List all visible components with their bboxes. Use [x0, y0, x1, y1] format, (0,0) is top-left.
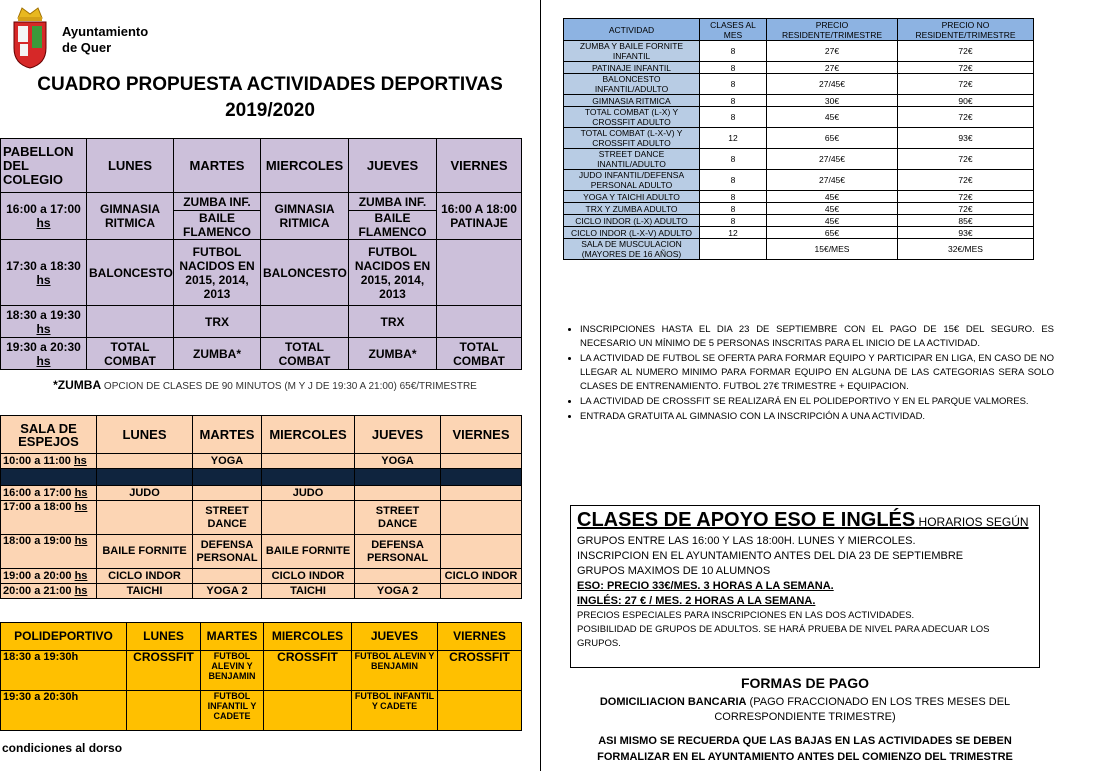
cell: 32€/MES	[898, 239, 1034, 260]
cell: 45€	[767, 215, 898, 227]
list-item: • LA ACTIVIDAD DE CROSSFIT SE REALIZARÁ EN EL POLIDEPORTIVO Y EN EL PARQUE VALMORES.	[580, 395, 1054, 409]
header-cell: VIERNES	[437, 139, 522, 193]
payment-method: DOMICILIACION BANCARIA (PAGO FRACCIONADO EN LOS TRES MESES DEL CORRESPONDIENTE TRIMESTRE)	[599, 696, 1011, 723]
table-row	[564, 170, 1034, 191]
cell: TOTAL COMBAT	[87, 338, 174, 370]
cancellation-notice: ASI MISMO SE RECUERDA QUE LAS BAJAS EN LAS ACTIVIDADES SE DEBEN FORMALIZAR EN EL AYUNTAMIENTO ANTES DEL COMIENZO DEL TRIMESTRE	[597, 735, 1013, 763]
cell	[700, 239, 767, 260]
cell: 8	[700, 149, 767, 170]
header-cell: LUNES	[87, 139, 174, 193]
cell: DEFENSA PERSONAL	[355, 535, 441, 569]
cell: 8	[700, 95, 767, 107]
cell	[262, 454, 355, 469]
header-cell: JUEVES	[349, 139, 437, 193]
cell: 8	[700, 170, 767, 191]
table-header-row	[564, 19, 1034, 41]
header-cell: PRECIO NO RESIDENTE/TRIMESTRE	[898, 19, 1034, 41]
table-row	[564, 239, 1034, 260]
table-row	[564, 41, 1034, 62]
list-item: • LA ACTIVIDAD DE FUTBOL SE OFERTA PARA FORMAR EQUIPO Y PARTICIPAR EN LIGA, EN CASO DE NO LLEGAR AL NUMERO MINIMO PARA FORMAR EQUIPO EN ALGUNA DE LAS CATEGORIAS SERA SOLO CLASES DE ENTRENAMIENTO. FUTBOL 27€ TRIMESTRE + EQUIPACION.	[580, 352, 1054, 394]
header-cell: PRECIO RESIDENTE/TRIMESTRE	[767, 19, 898, 41]
table-header-row	[1, 623, 522, 651]
support-line: INSCRIPCION EN EL AYUNTAMIENTO ANTES DEL DIA 23 DE SEPTIEMBRE	[577, 550, 964, 562]
header-cell: LUNES	[97, 416, 193, 454]
table-row	[1, 486, 522, 501]
cell: ZUMBA Y BAILE FORNITE INFANTIL	[564, 41, 700, 62]
cell: CROSSFIT	[438, 651, 522, 691]
cell	[441, 501, 522, 535]
cell: 72€	[898, 203, 1034, 215]
cell	[437, 306, 522, 338]
cell: SALA DE MUSCULACION (MAYORES DE 16 AÑOS)	[564, 239, 700, 260]
cell: FUTBOL ALEVIN Y BENJAMIN	[201, 651, 264, 691]
cell: JUDO INFANTIL/DEFENSA PERSONAL ADULTO	[564, 170, 700, 191]
cell: 27€	[767, 41, 898, 62]
header-cell: LUNES	[127, 623, 201, 651]
cell: TRX	[174, 306, 261, 338]
support-classes-title: CLASES DE APOYO ESO E INGLÉS HORARIOS SEGÚN	[577, 509, 1029, 531]
header-cell: SALA DE ESPEJOS	[1, 416, 97, 454]
cell	[127, 691, 201, 731]
column-divider	[540, 0, 541, 771]
header-cell: MIERCOLES	[261, 139, 349, 193]
cell: CICLO INDOR	[262, 569, 355, 584]
cell	[441, 535, 522, 569]
eso-price: ESO: PRECIO 33€/MES. 3 HORAS A LA SEMANA.	[577, 580, 834, 592]
table-row	[564, 128, 1034, 149]
cell: 8	[700, 107, 767, 128]
pabellon-schedule-table	[0, 138, 522, 370]
cell: BALONCESTO	[87, 240, 174, 306]
cell	[441, 486, 522, 501]
cell: 72€	[898, 170, 1034, 191]
cell	[437, 240, 522, 306]
pricing-table	[563, 18, 1034, 260]
cell	[264, 691, 352, 731]
table-row	[564, 95, 1034, 107]
cell: YOGA 2	[193, 584, 262, 599]
cell: 65€	[767, 128, 898, 149]
organization-name	[62, 24, 148, 56]
table-row	[564, 227, 1034, 239]
cell: CICLO INDOR (L-X-V) ADULTO	[564, 227, 700, 239]
cell: BALONCESTO	[261, 240, 349, 306]
table-row	[1, 691, 522, 731]
cell: 27€	[767, 62, 898, 74]
separator-row	[1, 469, 522, 486]
cell: TOTAL COMBAT	[261, 338, 349, 370]
cell: GIMNASIA RITMICA	[87, 193, 174, 240]
cell: 72€	[898, 149, 1034, 170]
cell: CICLO INDOR	[441, 569, 522, 584]
cell	[193, 569, 262, 584]
cell: GIMNASIA RITMICA	[261, 193, 349, 240]
table-row	[564, 62, 1034, 74]
support-line: PRECIOS ESPECIALES PARA INSCRIPCIONES EN LAS DOS ACTIVIDADES.	[577, 610, 915, 621]
title-line2: 2019/2020	[225, 100, 315, 121]
time-cell: 16:00 a 17:00 hs	[1, 486, 97, 501]
cell: 93€	[898, 227, 1034, 239]
cell: STREET DANCE INANTIL/ADULTO	[564, 149, 700, 170]
table-row	[1, 240, 522, 306]
cell: FUTBOL NACIDOS EN 2015, 2014, 2013	[174, 240, 261, 306]
cell: TAICHI	[262, 584, 355, 599]
cell: STREET DANCE	[193, 501, 262, 535]
header-cell: MIERCOLES	[264, 623, 352, 651]
cell	[97, 454, 193, 469]
cell: STREET DANCE	[355, 501, 441, 535]
table-row	[564, 191, 1034, 203]
cell: 27/45€	[767, 149, 898, 170]
time-cell: 18:30 a 19:30h	[1, 651, 127, 691]
table-row	[1, 193, 522, 211]
time-cell: 10:00 a 11:00 hs	[1, 454, 97, 469]
cell: 27/45€	[767, 170, 898, 191]
cell: 90€	[898, 95, 1034, 107]
cell: YOGA	[355, 454, 441, 469]
conditions-list	[566, 323, 1054, 425]
cell: 8	[700, 191, 767, 203]
table-header-row	[1, 416, 522, 454]
time-cell: 18:00 a 19:00 hs	[1, 535, 97, 569]
cell	[193, 486, 262, 501]
time-cell: 19:30 a 20:30 hs	[1, 338, 87, 370]
cell: 72€	[898, 62, 1034, 74]
cell	[262, 501, 355, 535]
header-cell: CLASES AL MES	[700, 19, 767, 41]
cell: 12	[700, 128, 767, 149]
cell: YOGA Y TAICHI ADULTO	[564, 191, 700, 203]
cell: TOTAL COMBAT (L-X-V) Y CROSSFIT ADULTO	[564, 128, 700, 149]
org-name-line2: de Quer	[62, 40, 112, 55]
cell: 72€	[898, 107, 1034, 128]
header-cell: MARTES	[174, 139, 261, 193]
cell: 27/45€	[767, 74, 898, 95]
cell: DEFENSA PERSONAL	[193, 535, 262, 569]
cell	[441, 454, 522, 469]
document-title	[0, 72, 540, 124]
cell: PATINAJE INFANTIL	[564, 62, 700, 74]
table-row	[1, 338, 522, 370]
table-row	[1, 535, 522, 569]
cell: 72€	[898, 74, 1034, 95]
time-cell: 17:00 a 18:00 hs	[1, 501, 97, 535]
time-cell: 16:00 a 17:00 hs	[1, 193, 87, 240]
header-cell: POLIDEPORTIVO	[1, 623, 127, 651]
time-cell: 17:30 a 18:30 hs	[1, 240, 87, 306]
cell: BAILE FLAMENCO	[174, 211, 261, 240]
header-cell: JUEVES	[352, 623, 438, 651]
cell: ZUMBA INF.	[349, 193, 437, 211]
header-cell: MARTES	[193, 416, 262, 454]
table-row	[564, 215, 1034, 227]
list-item: • INSCRIPCIONES HASTA EL DIA 23 DE SEPTIEMBRE CON EL PAGO DE 15€ DEL SEGURO. ES NECESARIO UN MÍNIMO DE 5 PERSONAS INSCRITAS PARA EL INICIO DE LA ACTIVIDAD.	[580, 323, 1054, 351]
cell: 8	[700, 74, 767, 95]
cell: TRX Y ZUMBA ADULTO	[564, 203, 700, 215]
list-item: • ENTRADA GRATUITA AL GIMNASIO CON LA INSCRIPCIÓN A UNA ACTIVIDAD.	[580, 410, 1054, 424]
table-row	[564, 149, 1034, 170]
cell: 45€	[767, 203, 898, 215]
table-row	[1, 501, 522, 535]
polideportivo-schedule-table	[0, 622, 522, 731]
support-line: GRUPOS ENTRE LAS 16:00 Y LAS 18:00H. LUNES Y MIERCOLES.	[577, 535, 916, 547]
header-cell: JUEVES	[355, 416, 441, 454]
cell: TRX	[349, 306, 437, 338]
cell: 15€/MES	[767, 239, 898, 260]
cell: JUDO	[97, 486, 193, 501]
cell: 45€	[767, 107, 898, 128]
cell: 30€	[767, 95, 898, 107]
cell: BAILE FORNITE	[262, 535, 355, 569]
cell: JUDO	[262, 486, 355, 501]
cell: BAILE FORNITE	[97, 535, 193, 569]
cell	[87, 306, 174, 338]
cell: TAICHI	[97, 584, 193, 599]
cell: FUTBOL INFANTIL Y CADETE	[352, 691, 438, 731]
org-name-line1: Ayuntamiento	[62, 24, 149, 39]
cell: 93€	[898, 128, 1034, 149]
header-cell: PABELLON DEL COLEGIO	[1, 139, 87, 193]
cell: ZUMBA INF.	[174, 193, 261, 211]
cell	[438, 691, 522, 731]
header-cell: ACTIVIDAD	[564, 19, 700, 41]
table-row	[564, 107, 1034, 128]
cell: ZUMBA*	[349, 338, 437, 370]
cell: 85€	[898, 215, 1034, 227]
cell: 8	[700, 62, 767, 74]
header-cell: MIERCOLES	[262, 416, 355, 454]
cell	[355, 569, 441, 584]
cell: 8	[700, 41, 767, 62]
cell: 12	[700, 227, 767, 239]
cell: YOGA	[193, 454, 262, 469]
cell: FUTBOL ALEVIN Y BENJAMIN	[352, 651, 438, 691]
cell: GIMNASIA RITMICA	[564, 95, 700, 107]
table-row	[1, 584, 522, 599]
ingles-price: INGLÉS: 27 € / MES. 2 HORAS A LA SEMANA.	[577, 595, 816, 607]
cell: YOGA 2	[355, 584, 441, 599]
time-cell: 18:30 a 19:30 hs	[1, 306, 87, 338]
table-row	[564, 203, 1034, 215]
header-cell: MARTES	[201, 623, 264, 651]
cell	[261, 306, 349, 338]
cell: 8	[700, 203, 767, 215]
payment-title: FORMAS DE PAGO	[740, 675, 870, 691]
ayuntamiento-coat-of-arms-logo	[8, 4, 52, 70]
cell: 72€	[898, 41, 1034, 62]
time-cell: 20:00 a 21:00 hs	[1, 584, 97, 599]
title-line1: CUADRO PROPUESTA ACTIVIDADES DEPORTIVAS	[37, 74, 503, 95]
conditions-footer-note: condiciones al dorso	[2, 741, 123, 755]
header-cell: VIERNES	[441, 416, 522, 454]
table-row	[1, 454, 522, 469]
cell: 72€	[898, 191, 1034, 203]
cell	[355, 486, 441, 501]
cell: 65€	[767, 227, 898, 239]
cell: BALONCESTO INFANTIL/ADULTO	[564, 74, 700, 95]
table-row	[1, 651, 522, 691]
cell: CROSSFIT	[264, 651, 352, 691]
cell: CICLO INDOR	[97, 569, 193, 584]
table-row	[1, 569, 522, 584]
cell: ZUMBA*	[174, 338, 261, 370]
cell	[97, 501, 193, 535]
cell: BAILE FLAMENCO	[349, 211, 437, 240]
support-classes-box	[570, 505, 1040, 668]
table-row	[1, 306, 522, 338]
sala-espejos-schedule-table	[0, 415, 522, 599]
cell: FUTBOL NACIDOS EN 2015, 2014, 2013	[349, 240, 437, 306]
table-header-row	[1, 139, 522, 193]
time-cell: 19:00 a 20:00 hs	[1, 569, 97, 584]
header-cell: VIERNES	[438, 623, 522, 651]
support-line: POSIBILIDAD DE GRUPOS DE ADULTOS. SE HARÁ PRUEBA DE NIVEL PARA ADECUAR LOS GRUPOS.	[577, 624, 990, 649]
cell: 45€	[767, 191, 898, 203]
support-line: GRUPOS MAXIMOS DE 10 ALUMNOS	[577, 565, 771, 577]
cell: 16:00 A 18:00 PATINAJE	[437, 193, 522, 240]
cell: TOTAL COMBAT (L-X) Y CROSSFIT ADULTO	[564, 107, 700, 128]
cell: CROSSFIT	[127, 651, 201, 691]
table-row	[564, 74, 1034, 95]
cell: 8	[700, 215, 767, 227]
cell: TOTAL COMBAT	[437, 338, 522, 370]
cell: FUTBOL INFANTIL Y CADETE	[201, 691, 264, 731]
zumba-note: *ZUMBA OPCION DE CLASES DE 90 MINUTOS (M Y J DE 19:30 A 21:00) 65€/TRIMESTRE	[53, 378, 477, 392]
cell	[441, 584, 522, 599]
cell: CICLO INDOR (L-X) ADULTO	[564, 215, 700, 227]
time-cell: 19:30 a 20:30h	[1, 691, 127, 731]
